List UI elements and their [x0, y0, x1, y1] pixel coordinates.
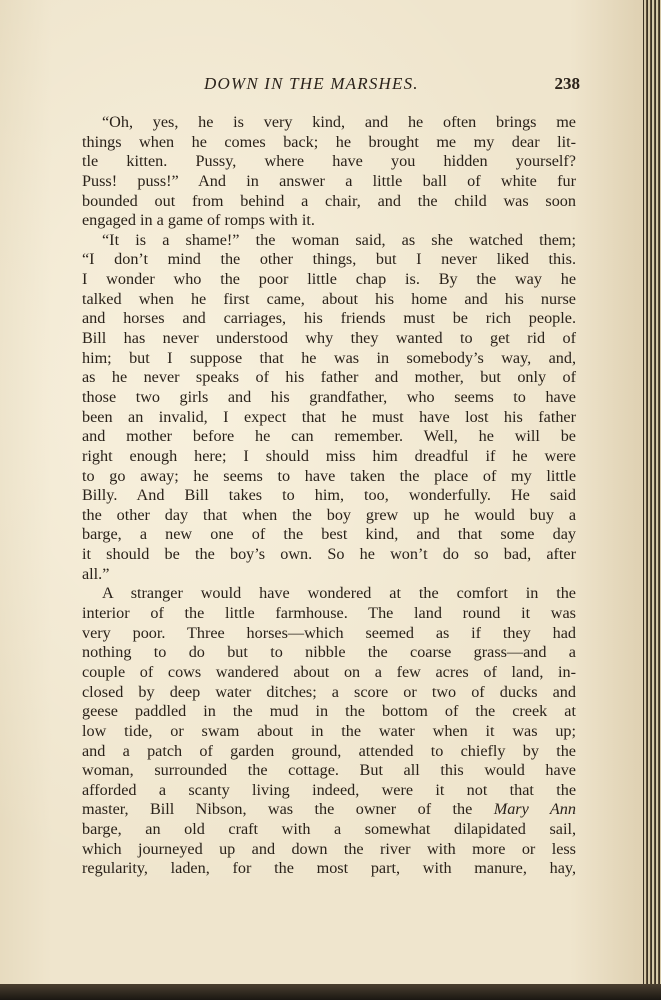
text-line: those two girls and his grandfather, who seems to have: [82, 387, 576, 406]
text-line: Bill has never understood why they wanted to get rid of: [82, 329, 576, 348]
text-line: barge, an old craft with a somewhat dilapidated sail,: [82, 820, 576, 839]
text-line: Billy. And Bill takes to him, too, wonderfully. He said: [82, 486, 576, 505]
text-line: which journeyed up and down the river with more or less: [82, 839, 576, 858]
text-line: tle kitten. Pussy, where have you hidden yourself?: [82, 152, 576, 171]
book-bottom-edge: [0, 984, 661, 1000]
text-line: woman, surrounded the cottage. But all this would have: [82, 761, 576, 780]
page-number: 238: [554, 74, 580, 93]
page-edges: [643, 0, 661, 1000]
text-line: low tide, or swam about in the water when it was up;: [82, 721, 576, 740]
text-fragment: master, Bill Nibson, was the owner of the: [82, 800, 473, 819]
text-line: closed by deep water ditches; a score or two of ducks and: [82, 682, 576, 701]
body-text: [82, 113, 576, 879]
text-line: right enough here; I should miss him dreadful if he were: [82, 446, 576, 465]
text-line: bounded out from behind a chair, and the child was soon: [82, 191, 576, 210]
text-line: it should be the boy’s own. So he won’t do so bad, after: [82, 545, 576, 564]
text-line: as he never speaks of his father and mother, but only of: [82, 368, 576, 387]
text-line: and horses and carriages, his friends must be rich people.: [82, 309, 576, 328]
text-line: barge, a new one of the best kind, and that some day: [82, 525, 576, 544]
text-line: and mother before he can remember. Well, he will be: [82, 427, 576, 446]
text-line: all.”: [82, 564, 110, 583]
text-line-with-vessel-name: [82, 800, 576, 820]
text-line: to go away; he seems to have taken the place of my little: [82, 466, 576, 485]
text-line: engaged in a game of romps with it.: [82, 211, 315, 230]
running-head: DOWN IN THE MARSHES.: [204, 74, 419, 93]
text-line: “I don’t mind the other things, but I never liked this.: [82, 250, 576, 269]
text-line: and a patch of garden ground, attended to chiefly by the: [82, 741, 576, 760]
text-line: “Oh, yes, he is very kind, and he often brings me: [102, 113, 576, 131]
text-line: Puss! puss!” And in answer a little ball of white fur: [82, 171, 576, 190]
text-line: him; but I suppose that he was in somebody’s way, and,: [82, 348, 576, 367]
text-line: regularity, laden, for the most part, with manure, hay,: [82, 859, 576, 878]
text-line: afforded a scanty living indeed, were it not that the: [82, 780, 576, 799]
text-line: nothing to do but to nibble the coarse grass—and a: [82, 643, 576, 662]
text-line: couple of cows wandered about on a few acres of land, in-: [82, 662, 576, 681]
text-line: geese paddled in the mud in the bottom of the creek at: [82, 702, 576, 721]
vessel-name: Mary Ann: [493, 800, 576, 819]
text-line: “It is a shame!” the woman said, as she watched them;: [102, 230, 576, 249]
text-line: been an invalid, I expect that he must have lost his father: [82, 407, 576, 426]
text-line: very poor. Three horses—which seemed as if they had: [82, 623, 576, 642]
text-line: talked when he first came, about his home and his nurse: [82, 289, 576, 308]
text-line: things when he comes back; he brought me my dear lit-: [82, 132, 576, 151]
text-line: the other day that when the boy grew up he would buy a: [82, 505, 576, 524]
text-line: A stranger would have wondered at the comfort in the: [102, 584, 576, 603]
text-line: I wonder who the poor little chap is. By the way he: [82, 270, 576, 289]
page-header: [200, 74, 580, 98]
text-line: interior of the little farmhouse. The land round it was: [82, 604, 576, 623]
